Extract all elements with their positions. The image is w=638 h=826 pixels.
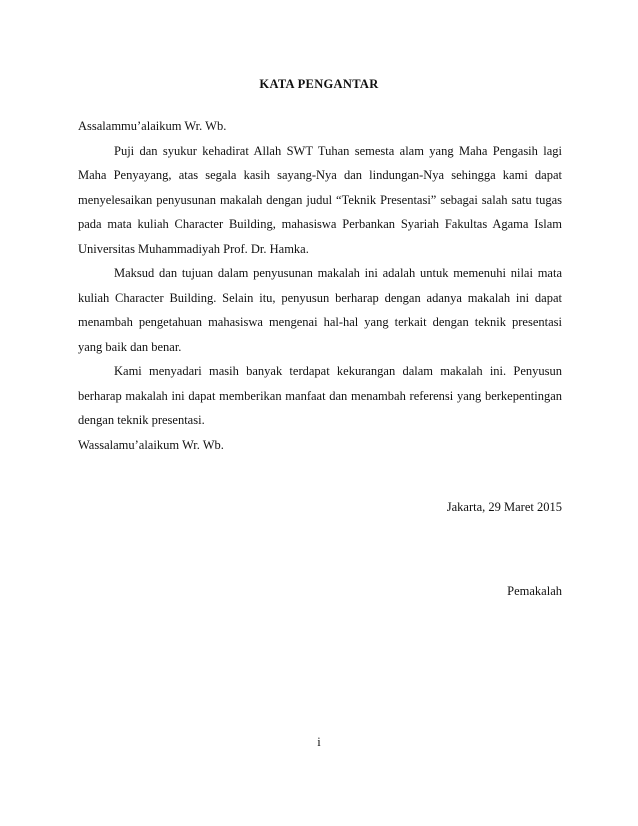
paragraph-1: Puji dan syukur kehadirat Allah SWT Tuhan semesta alam yang Maha Pengasih lagi Maha Penyayang, atas segala kasih sayang-Nya dan lindungan-Nya sehingga kami dapat menyelesaikan penyusunan makalah dengan judul “Teknik Presentasi” sebagai salah satu tugas pada mata kuliah Character Building, mahasiswa Perbankan Syariah Fakultas Agama Islam Universitas Muhammadiyah Prof. Dr. Hamka. — [78, 143, 562, 256]
page-number: i — [317, 735, 321, 749]
greeting: Assalammu’alaikum Wr. Wb. — [78, 119, 227, 133]
paragraph-2: Maksud dan tujuan dalam penyusunan makalah ini adalah untuk memenuhi nilai mata kuliah Character Building. Selain itu, penyusun berharap dengan adanya makalah ini dapat menambah pengetahuan mahasiswa mengenai hal-hal yang terkait dengan teknik presentasi yang baik dan benar. — [78, 266, 562, 354]
page-title: KATA PENGANTAR — [259, 77, 379, 91]
closing: Wassalamu’alaikum Wr. Wb. — [78, 437, 224, 452]
paragraph-3: Kami menyadari masih banyak terdapat kekurangan dalam makalah ini. Penyusun berharap makalah ini dapat memberikan manfaat dan menambah referensi yang berkepentingan dengan teknik presentasi. — [78, 364, 562, 427]
place-date: Jakarta, 29 Maret 2015 — [446, 500, 562, 514]
document-body — [78, 114, 562, 457]
author: Pemakalah — [507, 584, 562, 598]
